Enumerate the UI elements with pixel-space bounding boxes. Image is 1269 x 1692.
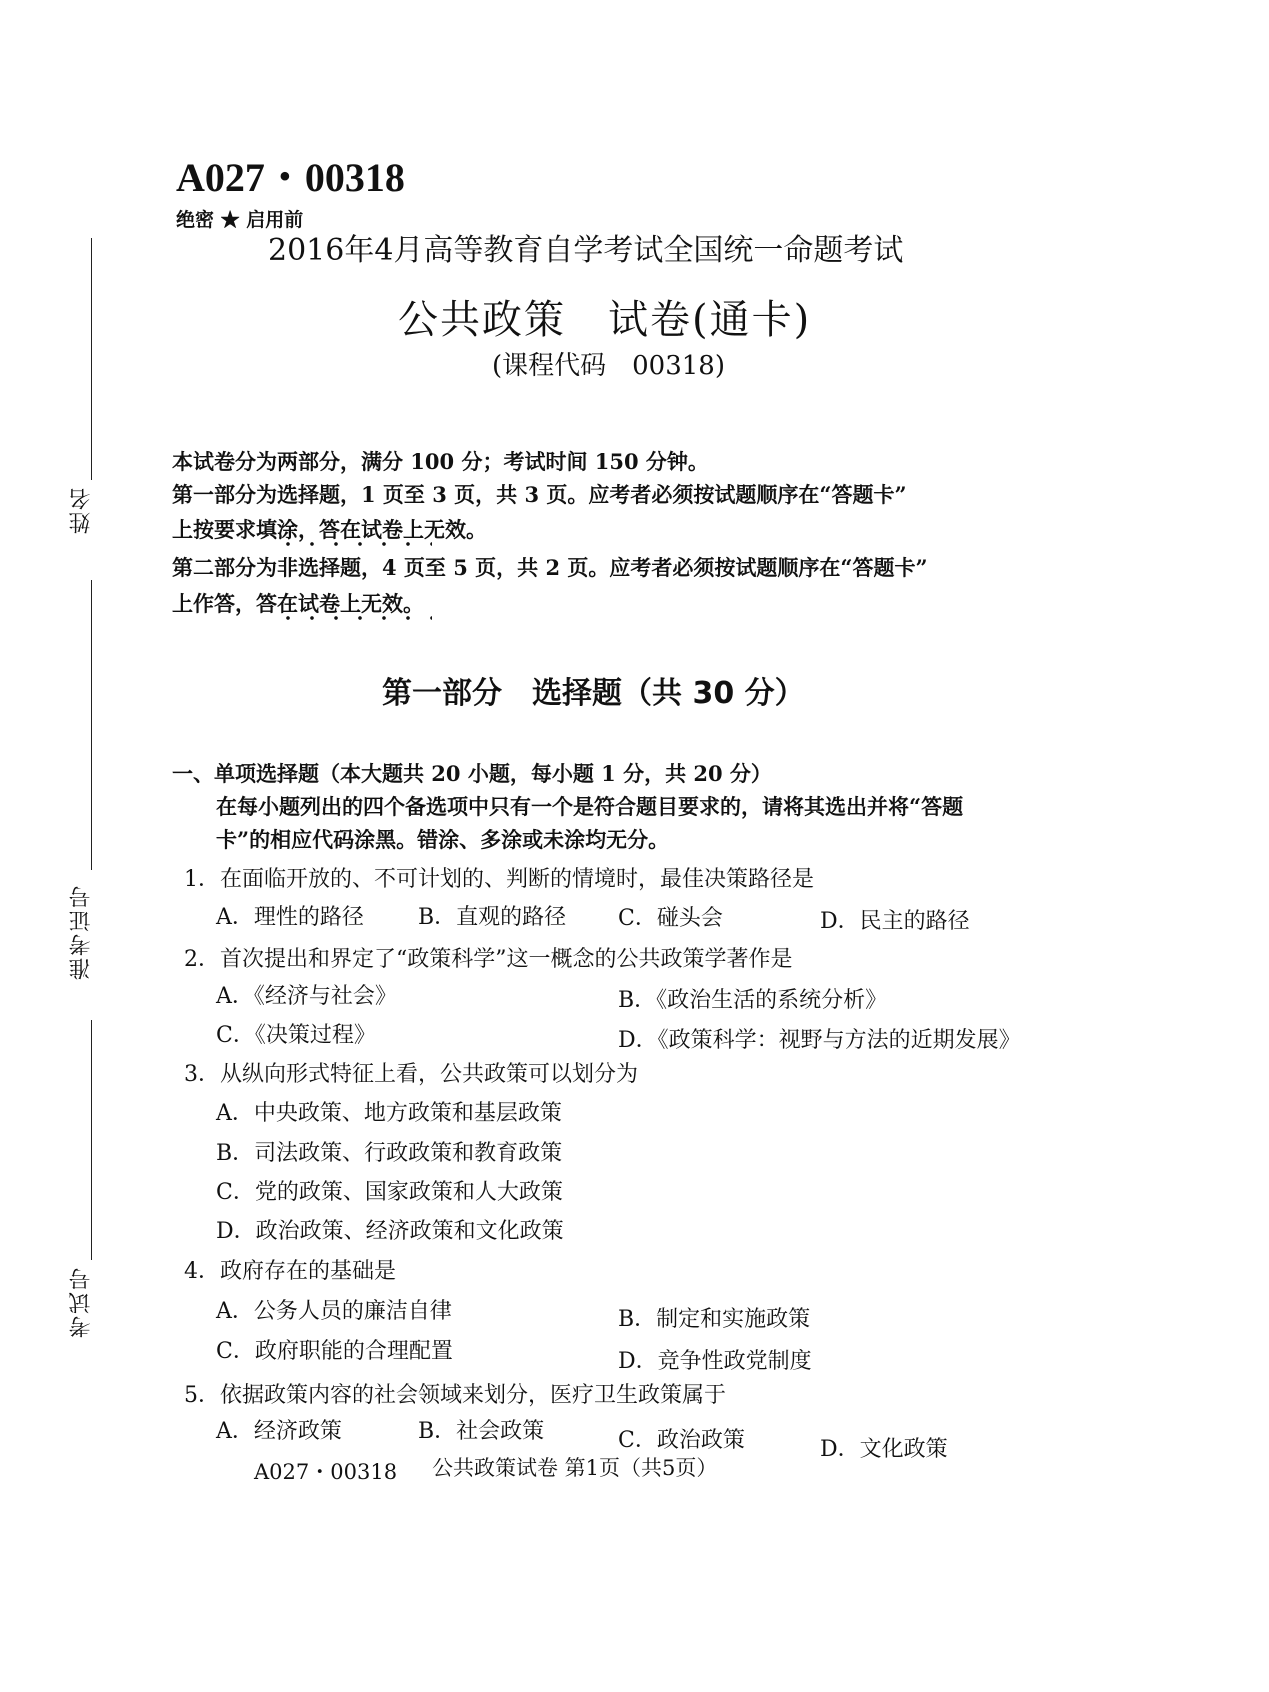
ticket-field-line	[91, 1020, 92, 1260]
instruction-line-1: 在每小题列出的四个备选项中只有一个是符合题目要求的，请将其选出并将“答题	[216, 794, 964, 819]
question-3-stem: 3．从纵向形式特征上看，公共政策可以划分为	[184, 1062, 638, 1087]
question-2-option-d: D．《政策科学：视野与方法的近期发展》	[618, 1028, 1021, 1053]
notice-line-1: 本试卷分为两部分，满分 100 分；考试时间 150 分钟。	[172, 449, 709, 474]
ticket-field-label: 准考证号	[69, 884, 94, 980]
exam-no-field-label: 考试号	[69, 1266, 94, 1338]
exam-title: 2016年4月高等教育自学考试全国统一命题考试	[268, 233, 904, 268]
question-2-option-c: C．《决策过程》	[216, 1023, 376, 1048]
secret-label: 绝密 ★ 启用前	[176, 209, 304, 231]
question-4-option-d: D．竞争性政党制度	[618, 1349, 812, 1374]
notice-line-2: 第一部分为选择题，1 页至 3 页，共 3 页。应考者必须按试题顺序在“答题卡”	[172, 482, 907, 507]
question-5-option-b: B．社会政策	[418, 1419, 545, 1444]
paper-code: A027・00318	[176, 155, 405, 200]
part1-title: 第一部分 选择题（共 30 分）	[382, 676, 805, 711]
question-3-option-b: B．司法政策、行政政策和教育政策	[216, 1141, 563, 1166]
question-5-option-d: D．文化政策	[820, 1437, 948, 1462]
question-2-option-b: B．《政治生活的系统分析》	[618, 988, 888, 1013]
emphasis-dots-2	[276, 616, 432, 620]
question-5-option-c: C．政治政策	[618, 1428, 745, 1453]
footer-page: 公共政策试卷 第1页（共5页）	[432, 1456, 718, 1480]
emphasis-dots-1	[276, 542, 432, 546]
question-4-stem: 4．政府存在的基础是	[184, 1259, 396, 1284]
notice-line-3: 上按要求填涂，答在试卷上无效。	[172, 517, 487, 542]
question-1-option-c: C．碰头会	[618, 906, 723, 931]
name-field-line-lower	[91, 580, 92, 870]
instruction-line-2: 卡”的相应代码涂黑。错涂、多涂或未涂均无分。	[216, 827, 670, 852]
question-3-option-a: A．中央政策、地方政策和基层政策	[216, 1101, 562, 1126]
name-field-line	[91, 238, 92, 480]
question-1-option-a: A．理性的路径	[216, 905, 364, 930]
question-5-stem: 5．依据政策内容的社会领域来划分，医疗卫生政策属于	[184, 1383, 726, 1408]
course-code: (课程代码 00318)	[492, 351, 725, 381]
question-4-option-b: B．制定和实施政策	[618, 1307, 811, 1332]
question-3-option-d: D．政治政策、经济政策和文化政策	[216, 1219, 564, 1244]
question-2-option-a: A．《经济与社会》	[216, 984, 397, 1009]
question-4-option-a: A．公务人员的廉洁自律	[216, 1299, 452, 1324]
question-1-stem: 1．在面临开放的、不可计划的、判断的情境时，最佳决策路径是	[184, 867, 814, 892]
notice-line-4: 第二部分为非选择题，4 页至 5 页，共 2 页。应考者必须按试题顺序在“答题卡”	[172, 555, 928, 580]
notice-line-5: 上作答，答在试卷上无效。	[172, 591, 424, 616]
name-field-label: 姓名	[69, 486, 94, 534]
section-title: 一、单项选择题（本大题共 20 小题，每小题 1 分，共 20 分）	[172, 761, 772, 786]
paper-title: 公共政策 试卷(通卡)	[398, 297, 812, 343]
question-3-option-c: C．党的政策、国家政策和人大政策	[216, 1180, 563, 1205]
question-4-option-c: C．政府职能的合理配置	[216, 1339, 453, 1364]
question-5-option-a: A．经济政策	[216, 1419, 342, 1444]
footer-code: A027・00318	[254, 1460, 398, 1484]
question-2-stem: 2．首次提出和界定了“政策科学”这一概念的公共政策学著作是	[184, 947, 793, 972]
question-1-option-d: D．民主的路径	[820, 909, 970, 934]
question-1-option-b: B．直观的路径	[418, 905, 567, 930]
